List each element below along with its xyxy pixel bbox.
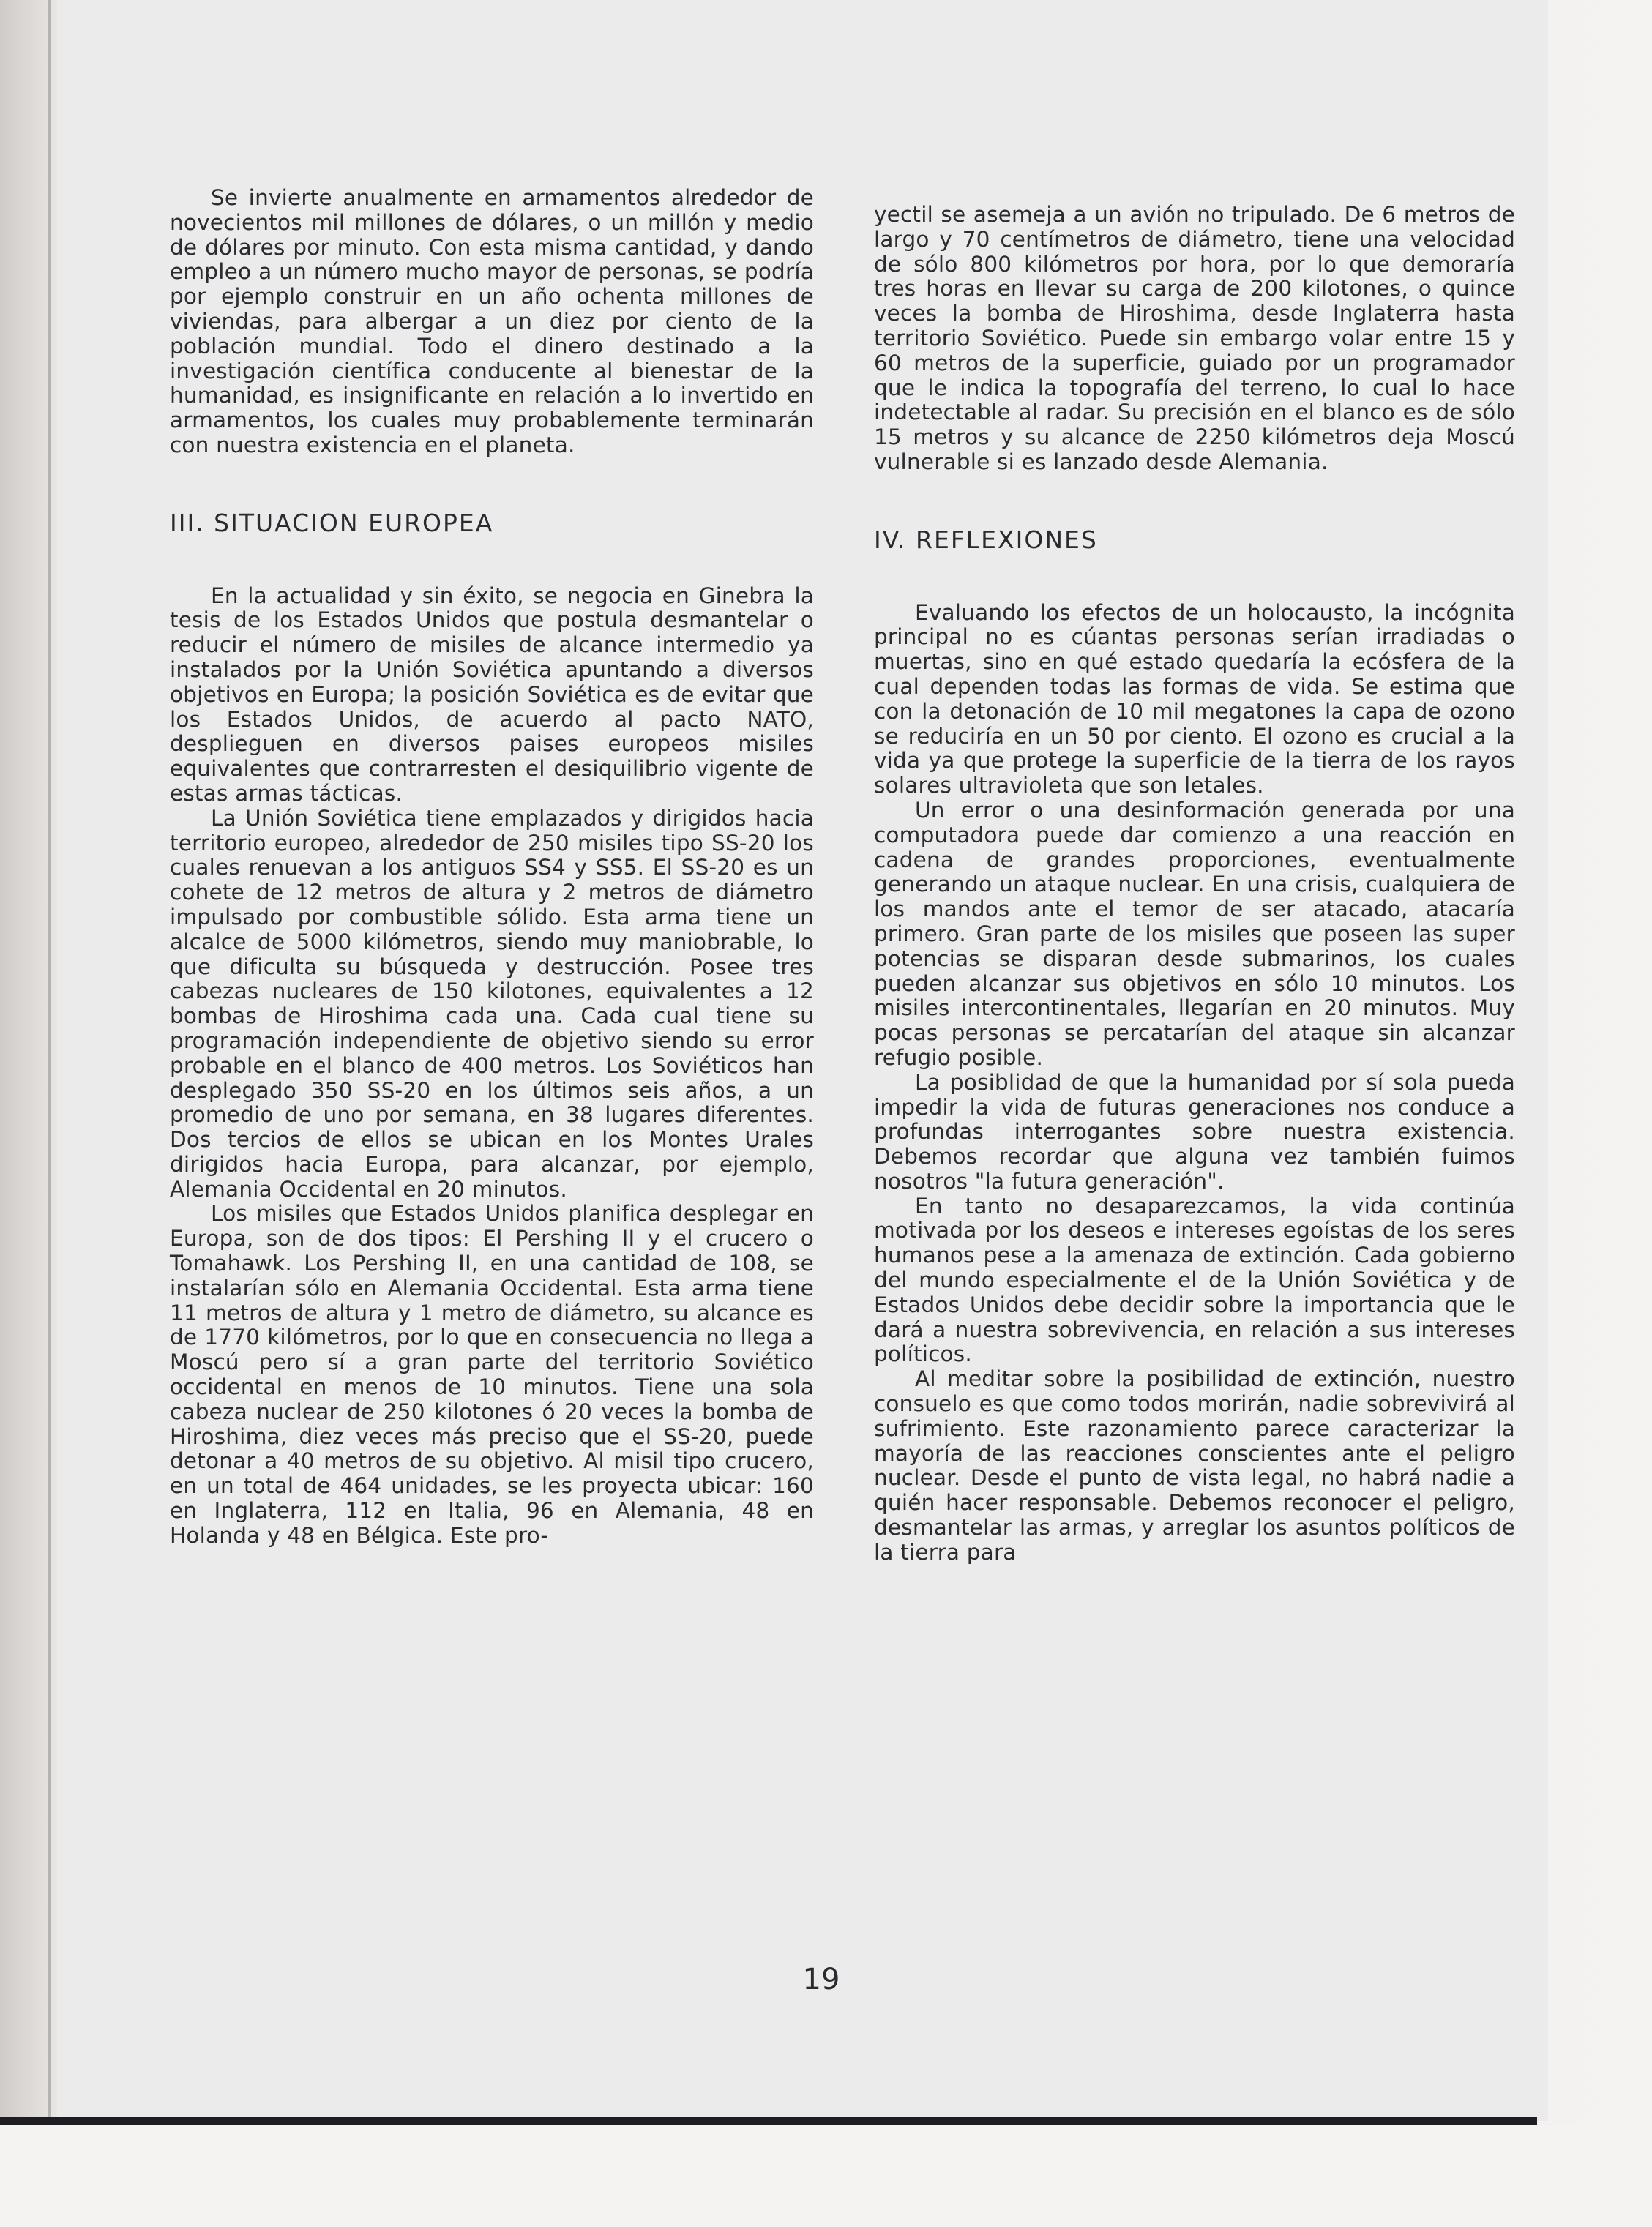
right-paragraph-4: La posiblidad de que la humanidad por sí sola pueda impedir la vida de futuras generaciones nos conduce a profundas interrogantes sobre nuestra existencia. Debemos recordar que alguna vez también fuimos nosotros "la futura generación". xyxy=(874,1069,1515,1194)
left-paragraph-2: En la actualidad y sin éxito, se negocia en Ginebra la tesis de los Estados Unidos que postula desmantelar o reducir el número de misiles de alcance intermedio ya instalados por la Unión Soviética apuntando a diversos objetivos en Europa; la posición Soviética es de evitar que los Estados Unidos, de acuerdo al pacto NATO, desplieguen en diversos paises europeos misiles equivalentes que contrarresten el desiquilibrio vigente de estas armas tácticas. xyxy=(170,583,814,806)
right-paragraph-1: yectil se asemeja a un avión no tripulado. De 6 metros de largo y 70 centímetros de diámetro, tiene una velocidad de sólo 800 kilómetros por hora, por lo que demoraría tres horas en llevar su carga de 200 kilotones, o quince veces la bomba de Hiroshima, desde Inglaterra hasta territorio Soviético. Puede sin embargo volar entre 15 y 60 metros de la superficie, guiado por un programador que le indica la topografía del terreno, lo cual lo hace indetectable al radar. Su precisión en el blanco es de sólo 15 metros y su alcance de 2250 kilómetros deja Moscú vulnerable si es lanzado desde Alemania. xyxy=(874,202,1515,474)
section-heading-situacion-europea: III. SITUACION EUROPEA xyxy=(170,508,494,537)
left-paragraph-1: Se invierte anualmente en armamentos alrededor de novecientos mil millones de dólares, o un millón y medio de dólares por minuto. Con esta misma cantidad, y dando empleo a un número mucho mayor de personas, se podría por ejemplo construir en un año ochenta millones de viviendas, para albergar a un diez por ciento de la población mundial. Todo el dinero destinado a la investigación científica conducente al bienestar de la humanidad, es insignificante en relación a lo invertido en armamentos, los cuales muy probablemente terminarán con nuestra existencia en el planeta. xyxy=(170,185,814,457)
left-paragraph-4: Los misiles que Estados Unidos planifica desplegar en Europa, son de dos tipos: El Pershing II y el crucero o Tomahawk. Los Pershing II, en una cantidad de 108, se instalarían sólo en Alemania Occidental. Esta arma tiene 11 metros de altura y 1 metro de diámetro, su alcance es de 1770 kilómetros, por lo que en consecuencia no llega a Moscú pero sí a gran parte del territorio Soviético occidental en menos de 10 minutos. Tiene una sola cabeza nuclear de 250 kilotones ó 20 veces la bomba de Hiroshima, diez veces más preciso que el SS-20, puede detonar a 40 metros de su objetivo. Al misil tipo crucero, en un total de 464 unidades, se les proyecta ubicar: 160 en Inglaterra, 112 en Italia, 96 en Alemania, 48 en Holanda y 48 en Bélgica. Este pro- xyxy=(170,1201,814,1548)
section-heading-reflexiones: IV. REFLEXIONES xyxy=(874,525,1098,554)
page-bottom-edge xyxy=(0,2117,1537,2125)
right-paragraph-6: Al meditar sobre la posibilidad de extinción, nuestro consuelo es que como todos morirán, nadie sobrevivirá al sufrimiento. Este razonamiento parece caracterizar la mayoría de las reacciones conscientes ante el peligro nuclear. Desde el punto de vista legal, no habrá nadie a quién hacer responsable. Debemos reconocer el peligro, desmantelar las armas, y arreglar los asuntos políticos de la tierra para xyxy=(874,1366,1515,1565)
binding-edge-line xyxy=(48,0,51,2121)
right-paragraph-2: Evaluando los efectos de un holocausto, la incógnita principal no es cúantas personas serían irradiadas o muertas, sino en qué estado quedaría la ecósfera de la cual dependen todas las formas de vida. Se estima que con la detonación de 10 mil megatones la capa de ozono se reduciría en un 50 por ciento. El ozono es crucial a la vida ya que protege la superficie de la tierra de los rayos solares ultravioleta que son letales. xyxy=(874,599,1515,798)
right-paragraph-5: En tanto no desaparezcamos, la vida continúa motivada por los deseos e intereses egoístas de los seres humanos pese a la amenaza de extinción. Cada gobierno del mundo especialmente el de la Unión Soviética y de Estados Unidos debe decidir sobre la importancia que le dará a nuestra sobrevivencia, en relación a sus intereses políticos. xyxy=(874,1193,1515,1367)
left-column xyxy=(170,186,814,1549)
right-paragraph-3: Un error o una desinformación generada por una computadora puede dar comienzo a una reacción en cadena de grandes proporciones, eventualmente generando un ataque nuclear. En una crisis, cualquiera de los mandos ante el temor de ser atacado, atacaría primero. Gran parte de los misiles que poseen las super potencias se disparan desde submarinos, los cuales pueden alcanzar sus objetivos en sólo 10 minutos. Los misiles intercontinentales, llegarían en 20 minutos. Muy pocas personas se percatarían del ataque sin alcanzar refugio posible. xyxy=(874,797,1515,1070)
right-column xyxy=(874,203,1515,1565)
left-paragraph-3: La Unión Soviética tiene emplazados y dirigidos hacia territorio europeo, alrededor de 250 misiles tipo SS-20 los cuales renuevan a los antiguos SS4 y SS5. El SS-20 es un cohete de 12 metros de altura y 2 metros de diámetro impulsado por combustible sólido. Esta arma tiene un alcalce de 5000 kilómetros, siendo muy maniobrable, lo que dificulta su búsqueda y destrucción. Posee tres cabezas nucleares de 150 kilotones, equivalentes a 12 bombas de Hiroshima cada una. Cada cual tiene su programación independiente de objetivo siendo su error probable en el blanco de 400 metros. Los Soviéticos han desplegado 350 SS-20 en los últimos seis años, a un promedio de uno por semana, en 38 lugares diferentes. Dos tercios de ellos se ubican en los Montes Urales dirigidos hacia Europa, para alcanzar, por ejemplo, Alemania Occidental en 20 minutos. xyxy=(170,805,814,1202)
page-number: 19 xyxy=(802,1963,840,1996)
scanner-margin xyxy=(0,2125,1652,2227)
